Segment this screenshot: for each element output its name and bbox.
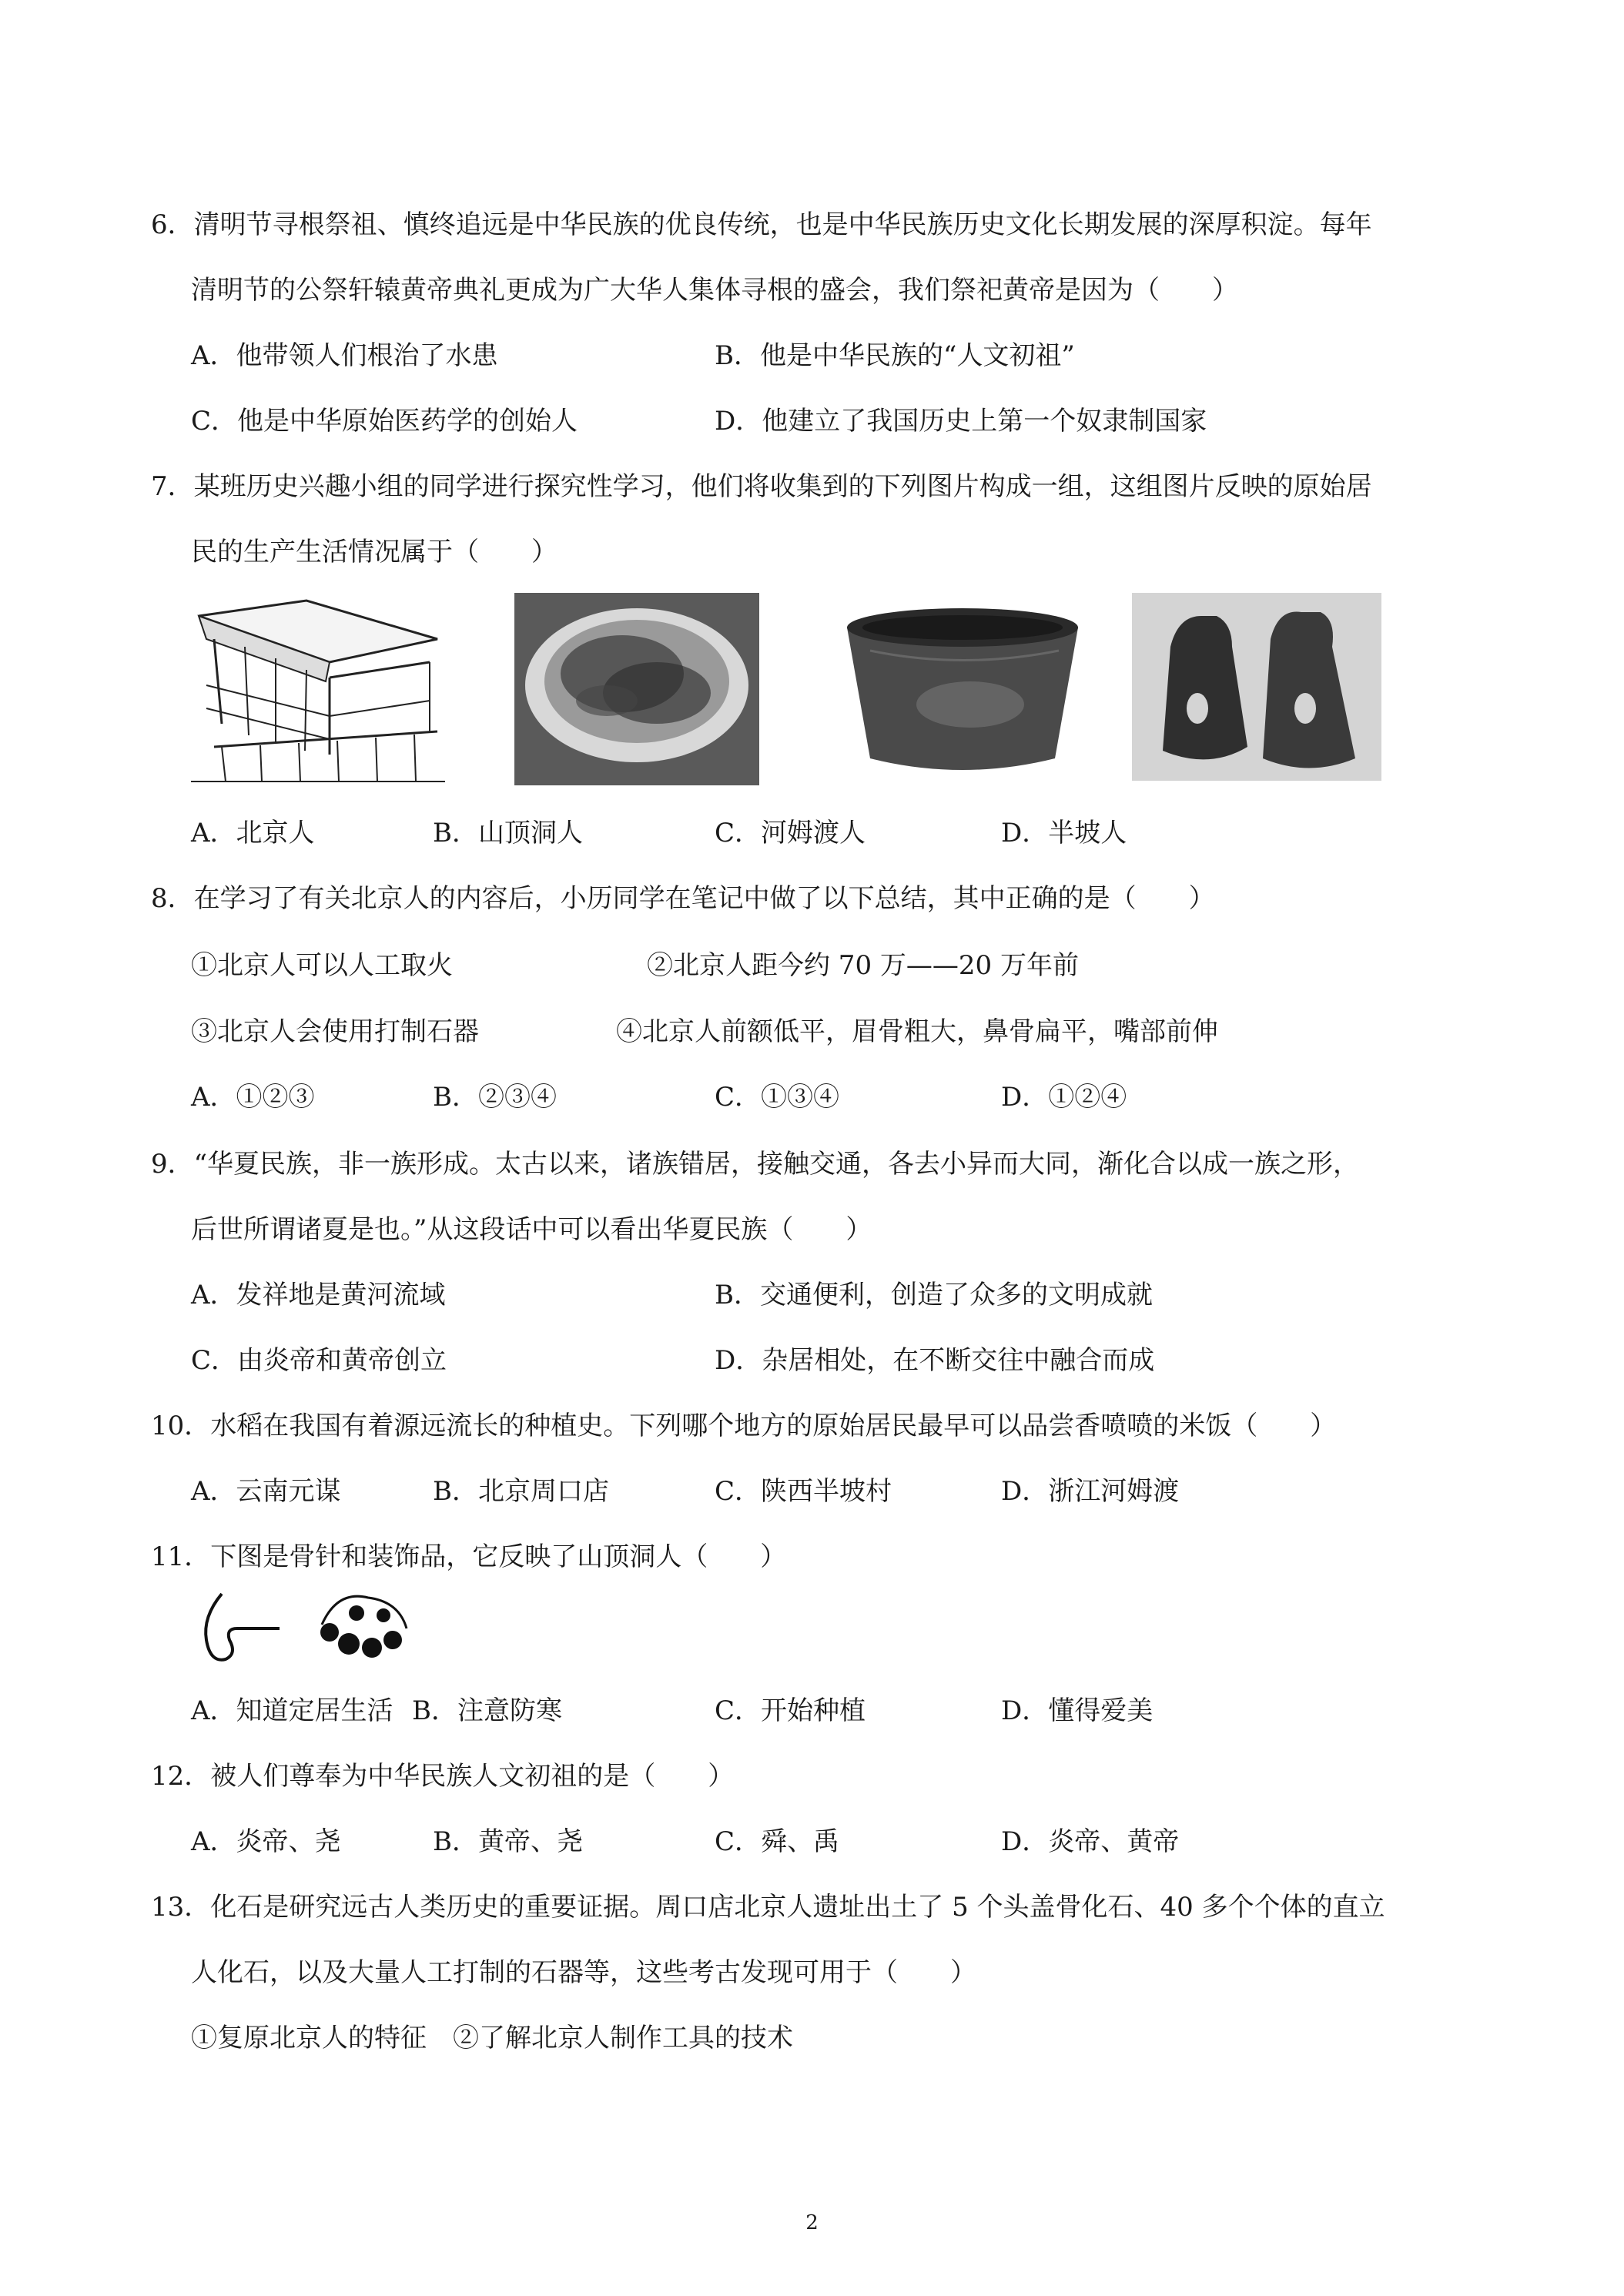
- q9-option-a: A．发祥地是黄河流域: [191, 1280, 446, 1310]
- q13-stem-line-1: 13．化石是研究远古人类历史的重要证据。周口店北京人遗址出土了 5 个头盖骨化石、40 多个个体的直立: [151, 1892, 1385, 1923]
- q8-stem-line-1: 8．在学习了有关北京人的内容后，小历同学在笔记中做了以下总结，其中正确的是（ ）: [151, 883, 1215, 914]
- q6-option-a: A．他带领人们根治了水患: [191, 340, 498, 371]
- q8-option-b: B．②③④: [433, 1082, 557, 1113]
- q7-stem-line-1: 7．某班历史兴趣小组的同学进行探究性学习，他们将收集到的下列图片构成一组，这组图片反映的原始居: [151, 471, 1372, 502]
- q8-option-d: D．①②④: [1001, 1082, 1127, 1113]
- page-number: 2: [805, 2211, 819, 2234]
- q9-stem-line-2: 后世所谓诸夏是也。”从这段话中可以看出华夏民族（ ）: [191, 1214, 872, 1245]
- q6-option-c: C．他是中华原始医药学的创始人: [191, 406, 578, 437]
- q12-stem-line-1: 12．被人们尊奉为中华民族人文初祖的是（ ）: [151, 1761, 735, 1792]
- q10-option-a: A．云南元谋: [191, 1476, 341, 1507]
- bone-spade-photo: [1132, 593, 1381, 781]
- q11-option-d: D．懂得爱美: [1001, 1695, 1154, 1726]
- q11-option-b: B．注意防寒: [412, 1695, 562, 1726]
- q9-option-b: B．交通便利，创造了众多的文明成就: [715, 1280, 1153, 1310]
- ornaments-drawing: [306, 1586, 414, 1671]
- q12-option-c: C．舜、禹: [715, 1826, 840, 1857]
- q9-option-c: C．由炎帝和黄帝创立: [191, 1345, 447, 1376]
- q11-option-a: A．知道定居生活: [191, 1695, 393, 1726]
- q13-stem-line-2: 人化石，以及大量人工打制的石器等，这些考古发现可用于（ ）: [191, 1957, 976, 1988]
- bone-needle-drawing: [191, 1586, 283, 1671]
- q10-option-c: C．陕西半坡村: [715, 1476, 892, 1507]
- q7-option-b: B．山顶洞人: [433, 818, 583, 848]
- q8-statement-3: ③北京人会使用打制石器: [191, 1016, 479, 1047]
- q12-option-d: D．炎帝、黄帝: [1001, 1826, 1180, 1857]
- q6-option-b: B．他是中华民族的“人文初祖”: [715, 340, 1075, 371]
- q8-option-a: A．①②③: [191, 1082, 315, 1113]
- q7-option-a: A．北京人: [191, 818, 315, 848]
- q8-statement-1: ①北京人可以人工取火: [191, 950, 453, 981]
- q7-stem-line-2: 民的生产生活情况属于（ ）: [191, 537, 558, 567]
- q9-option-d: D．杂居相处，在不断交往中融合而成: [715, 1345, 1155, 1376]
- q11-stem-line-1: 11．下图是骨针和装饰品，它反映了山顶洞人（ ）: [151, 1541, 787, 1572]
- q8-statement-2: ②北京人距今约 70 万——20 万年前: [647, 950, 1079, 981]
- q6-stem-line-2: 清明节的公祭轩辕黄帝典礼更成为广大华人集体寻根的盛会，我们祭祀黄帝是因为（ ）: [191, 275, 1238, 306]
- q8-statement-4: ④北京人前额低平，眉骨粗大，鼻骨扁平，嘴部前伸: [616, 1016, 1218, 1047]
- q6-stem-line-1: 6．清明节寻根祭祖、慎终追远是中华民族的优良传统，也是中华民族历史文化长期发展的深厚积淀。每年: [151, 209, 1372, 240]
- q7-option-d: D．半坡人: [1001, 818, 1127, 848]
- black-pottery-bowl-photo: [839, 597, 1086, 782]
- q13-statement-1: ①复原北京人的特征 ②了解北京人制作工具的技术: [191, 2023, 793, 2053]
- q12-option-b: B．黄帝、尧: [433, 1826, 583, 1857]
- q9-stem-line-1: 9．“华夏民族，非一族形成。太古以来，诸族错居，接触交通，各去小异而大同，渐化合以成一族之形，: [151, 1149, 1360, 1180]
- q10-option-b: B．北京周口店: [433, 1476, 609, 1507]
- q10-option-d: D．浙江河姆渡: [1001, 1476, 1180, 1507]
- q11-option-c: C．开始种植: [715, 1695, 866, 1726]
- q10-stem-line-1: 10．水稻在我国有着源远流长的种植史。下列哪个地方的原始居民最早可以品尝香喷喷的米饭（ ）: [151, 1411, 1337, 1441]
- carbonized-rice-photo: [514, 593, 759, 785]
- q8-option-c: C．①③④: [715, 1082, 840, 1113]
- q6-option-d: D．他建立了我国历史上第一个奴隶制国家: [715, 406, 1207, 437]
- q12-option-a: A．炎帝、尧: [191, 1826, 341, 1857]
- stilt-house-drawing: [191, 593, 445, 785]
- q7-option-c: C．河姆渡人: [715, 818, 866, 848]
